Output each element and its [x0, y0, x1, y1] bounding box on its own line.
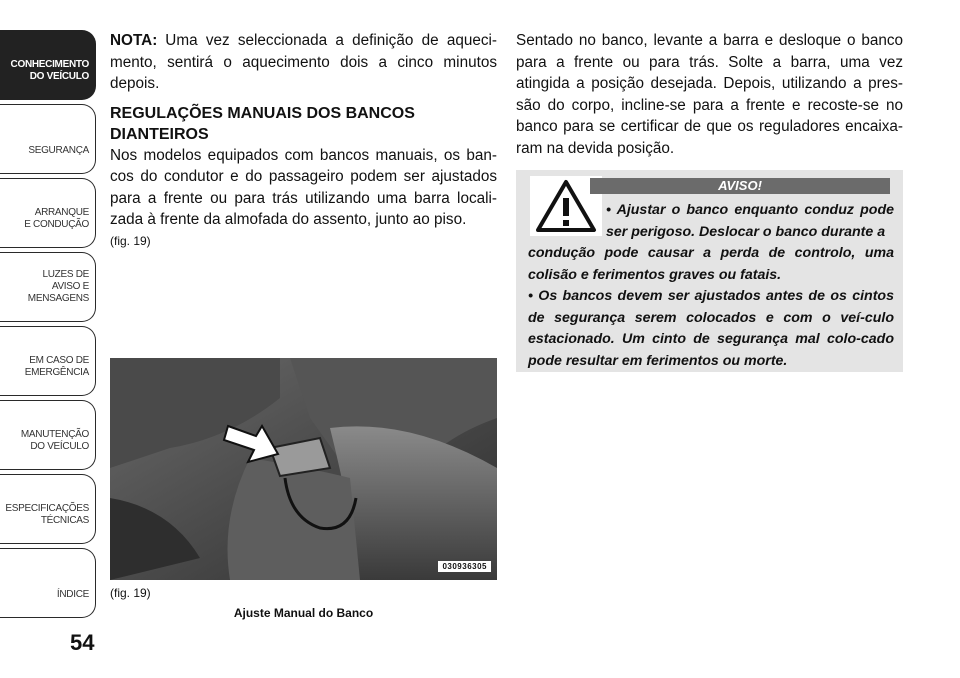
nota-text: Uma vez seleccionada a definição de aqueci-mento, sentirá o aquecimento dois a cinco minutos depois. — [110, 32, 497, 92]
nota-label: NOTA: — [110, 32, 158, 49]
figure-code: 030936305 — [438, 561, 491, 572]
section-heading: REGULAÇÕES MANUAIS DOS BANCOS DIANTEIROS — [110, 104, 415, 143]
body-paragraph-right: Sentado no banco, levante a barra e desloque o banco para a frente ou para trás. Solte a barra, uma vez atingida a posição desejada. Depois, utilizando a pres-são do corpo, incline-se para a frente e recoste-se no banco para se certificar de que os reguladores encaixa-ram na devida posição. — [516, 32, 903, 157]
nota-paragraph — [110, 30, 497, 95]
tab-label: EM CASO DE EMERGÊNCIA — [24, 355, 89, 378]
chapter-sidebar — [0, 0, 98, 678]
figure-reference: (fig. 19) — [110, 233, 151, 248]
tab-label: ÍNDICE — [56, 589, 89, 600]
tab-label: SEGURANÇA — [28, 145, 89, 156]
tab-label: LUZES DE AVISO E MENSAGENS — [27, 269, 89, 304]
tab-seguranca[interactable] — [0, 104, 96, 174]
tab-indice[interactable] — [0, 548, 96, 618]
warning-text — [528, 200, 894, 372]
tab-em-caso-de-emergencia[interactable] — [0, 326, 96, 396]
figure-caption: Ajuste Manual do Banco — [233, 606, 374, 620]
tab-manutencao-do-veiculo[interactable] — [0, 400, 96, 470]
tab-especificacoes-tecnicas[interactable] — [0, 474, 96, 544]
seat-photo-illustration — [110, 358, 497, 580]
tab-label: CONHECIMENTO DO VEÍCULO — [10, 59, 89, 82]
warning-item-1-rest: condução pode causar a perda de controlo, uma colisão e ferimentos graves ou fatais. — [528, 245, 894, 283]
body-paragraph: Nos modelos equipados com bancos manuais, os ban-cos do condutor e do passageiro podem ser ajustados para a frente ou para trás utilizando uma barra locali-zada à frente da almofada do assento, junto ao piso. — [110, 146, 497, 228]
tab-label: MANUTENÇÃO DO VEÍCULO — [20, 429, 89, 452]
page-number: 54 — [70, 630, 95, 655]
tab-luzes-de-aviso[interactable] — [0, 252, 96, 322]
tab-label: ARRANQUE E CONDUÇÃO — [24, 207, 89, 230]
figure-caption-reference: (fig. 19) — [110, 586, 151, 600]
left-column — [110, 30, 497, 252]
tab-label: ESPECIFICAÇÕES TÉCNICAS — [5, 503, 89, 526]
warning-box — [516, 170, 903, 372]
tab-conhecimento-do-veiculo[interactable] — [0, 30, 96, 100]
warning-item-1-lead: • Ajustar o banco enquanto conduz pode ser perigoso. Deslocar o banco durante a — [606, 202, 894, 240]
warning-item-2: • Os bancos devem ser ajustados antes de os cintos de segurança serem colocados e com o veí-culo estacionado. Um cinto de segurança mal colo-cado pode resultar em ferimentos ou morte. — [528, 288, 894, 369]
warning-title: AVISO! — [590, 178, 890, 194]
seat-adjustment-photo — [110, 358, 497, 580]
right-column — [516, 30, 903, 159]
tab-arranque-e-conducao[interactable] — [0, 178, 96, 248]
